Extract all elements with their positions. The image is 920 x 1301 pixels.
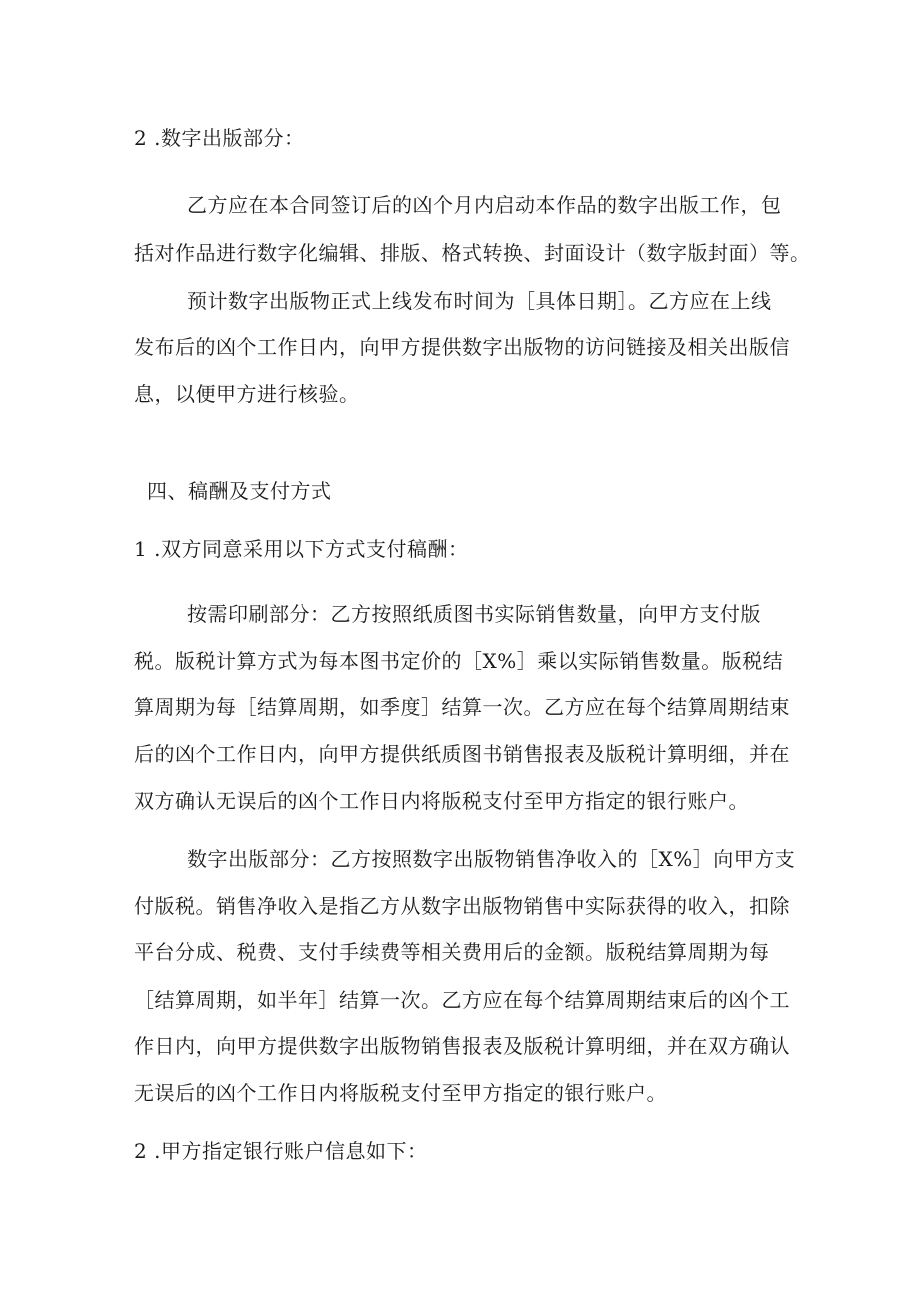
paragraph-line: 括对作品进行数字化编辑、排版、格式转换、封面设计（数字版封面）等。	[134, 241, 811, 265]
list-item-heading: 2 .甲方指定银行账户信息如下：	[134, 1139, 428, 1163]
paragraph-line: ［结算周期，如半年］结算一次。乙方应在每个结算周期结束后的凶个工	[134, 988, 790, 1012]
paragraph-line: 乙方应在本合同签订后的凶个月内启动本作品的数字出版工作，包	[187, 193, 782, 217]
paragraph-line: 后的凶个工作日内，向甲方提供纸质图书销售报表及版税计算明细，并在	[134, 742, 790, 766]
list-item-heading: 1 .双方同意采用以下方式支付稿酬：	[134, 537, 469, 561]
paragraph-line: 双方确认无误后的凶个工作日内将版税支付至甲方指定的银行账户。	[134, 789, 749, 813]
paragraph-line: 无误后的凶个工作日内将版税支付至甲方指定的银行账户。	[134, 1081, 667, 1105]
paragraph-line: 付版税。销售净收入是指乙方从数字出版物销售中实际获得的收入，扣除	[134, 894, 790, 918]
paragraph-line: 发布后的凶个工作日内，向甲方提供数字出版物的访问链接及相关出版信	[134, 335, 790, 359]
paragraph-line: 平台分成、税费、支付手续费等相关费用后的金额。版税结算周期为每	[134, 940, 770, 964]
paragraph-line: 算周期为每［结算周期，如季度］结算一次。乙方应在每个结算周期结束	[134, 695, 790, 719]
paragraph-line: 按需印刷部分：乙方按照纸质图书实际销售数量，向甲方支付版	[187, 602, 761, 626]
paragraph-line: 数字出版部分：乙方按照数字出版物销售净收入的［X%］向甲方支	[187, 847, 796, 871]
paragraph-line: 预计数字出版物正式上线发布时间为［具体日期］。乙方应在上线	[187, 289, 772, 313]
section-heading-royalties: 四、稿酬及支付方式	[147, 479, 332, 503]
paragraph-line: 税。版税计算方式为每本图书定价的［X%］乘以实际销售数量。版税结	[134, 649, 784, 673]
paragraph-line: 作日内，向甲方提供数字出版物销售报表及版税计算明细，并在双方确认	[134, 1034, 790, 1058]
section-heading-digital-publishing: 2 .数字出版部分：	[134, 126, 305, 150]
paragraph-line: 息，以便甲方进行核验。	[134, 382, 360, 406]
